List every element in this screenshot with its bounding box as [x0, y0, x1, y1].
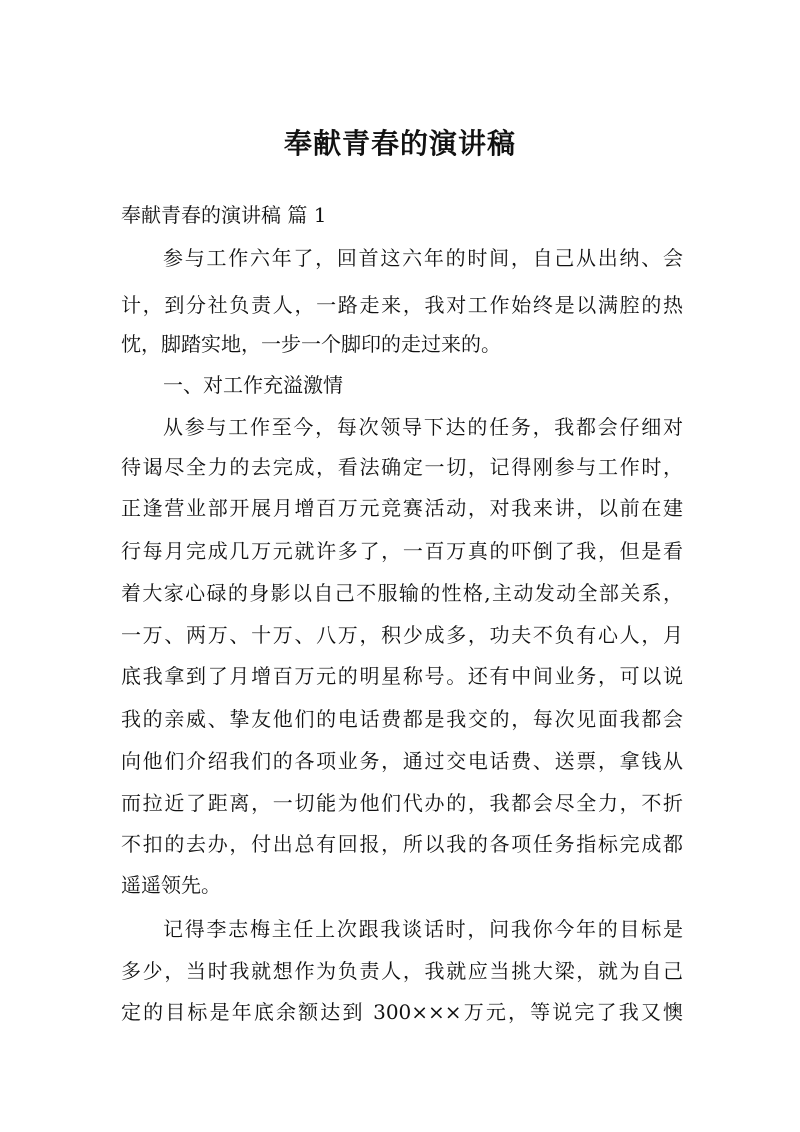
- text-line: 待谒尽全力的去完成，看法确定一切，记得刚参与工作时，: [121, 455, 683, 479]
- text-line: 计，到分社负责人，一路走来，我对工作始终是以满腔的热: [121, 293, 683, 317]
- text-line: 定的目标是年底余额达到 300×××万元，等说完了我又懊: [121, 1000, 683, 1024]
- text-line: 遥遥领先。: [121, 873, 221, 897]
- text-line: 参与工作六年了，回首这六年的时间，自己从出纳、会: [163, 246, 683, 270]
- page-title: 奉献青春的演讲稿: [283, 127, 516, 160]
- text-line: 正逢营业部开展月增百万元竞赛活动，对我来讲，以前在建: [121, 496, 683, 520]
- text-line: 行每月完成几万元就许多了，一百万真的吓倒了我，但是看: [121, 539, 683, 563]
- text-line: 不扣的去办，付出总有回报，所以我的各项任务指标完成都: [121, 832, 683, 856]
- text-line: 底我拿到了月增百万元的明星称号。还有中间业务，可以说: [121, 664, 683, 688]
- text-line: 向他们介绍我们的各项业务，通过交电话费、送票，拿钱从: [121, 749, 683, 773]
- text-line: 而拉近了距离，一切能为他们代办的，我都会尽全力，不折: [121, 791, 683, 815]
- text-line: 记得李志梅主任上次跟我谈话时，问我你今年的目标是: [163, 917, 683, 941]
- section-subtitle: 奉献青春的演讲稿 篇 1: [121, 203, 327, 227]
- text-line: 我的亲威、挚友他们的电话费都是我交的，每次见面我都会: [121, 707, 683, 731]
- text-line: 多少，当时我就想作为负责人，我就应当挑大梁，就为自己: [121, 959, 683, 983]
- section-heading: 一、对工作充溢激情: [163, 373, 343, 397]
- text-line: 从参与工作至今，每次领导下达的任务，我都会仔细对: [163, 415, 683, 439]
- text-line: 着大家心碌的身影以自己不服输的性格,主动发动全部关系，: [121, 581, 683, 605]
- text-line: 忱，脚踏实地，一步一个脚印的走过来的。: [121, 332, 501, 356]
- text-line: 一万、两万、十万、八万，积少成多，功夫不负有心人，月: [121, 623, 683, 647]
